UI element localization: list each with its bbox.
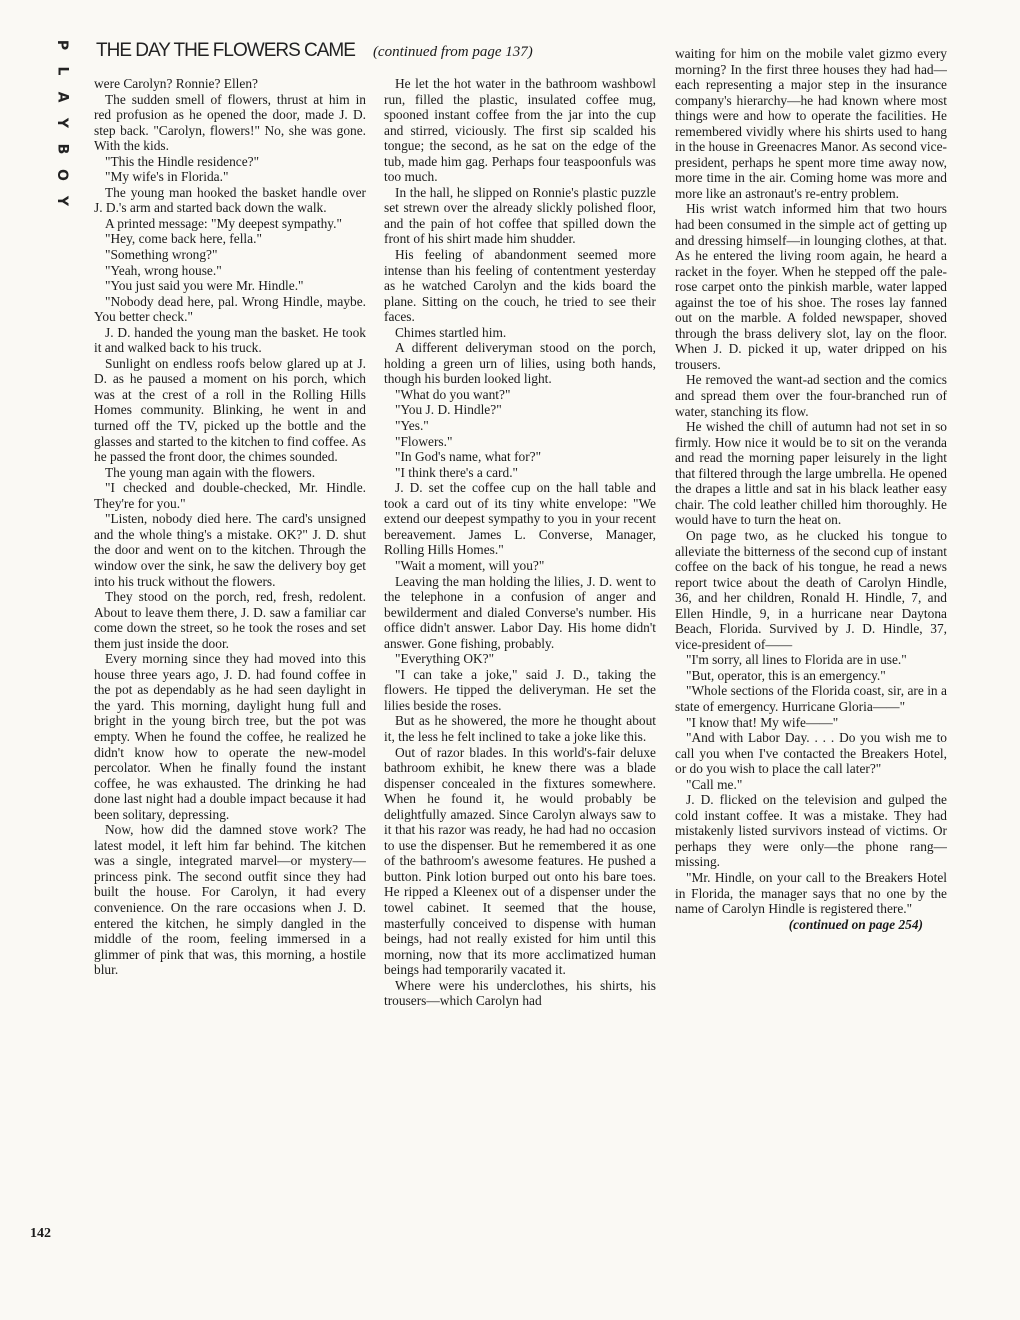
continued-on-note: (continued on page 254) [788,916,923,932]
paragraph: "Yes." [395,418,429,434]
paragraph: "And with Labor Day. . . . Do you wish me to call you when I've contacted the Breakers Hotel, or do you wish to place the call later?" [675,730,947,777]
paragraph: The young man hooked the basket handle over J. D.'s arm and started back down the walk. [94,184,366,216]
paragraph: "I checked and double-checked, Mr. Hindle. They're for you." [94,480,366,511]
sidebar-letter: B [53,143,70,155]
paragraph: "Listen, nobody died here. The card's unsigned and the whole thing's a mistake. OK?" J. D. shut the door and went on to the kitchen. Through the window over the sink, he saw the delivery boy get into his truck without the flowers. [94,511,366,589]
text-column-3 [675,46,947,1256]
sidebar-letter: Y [53,117,70,129]
paragraph: He let the hot water in the bathroom washbowl run, filled the plastic, insulated coffee mug, spooned instant coffee from the jar into the cup and stirred, viciously. The first sip scalded his tongue; the second, as he sat on the edge of the tub, made him gag. Perhaps four teaspoonfuls was too much. [384,76,656,185]
text-column-2 [384,76,656,1256]
article-title: THE DAY THE FLOWERS CAME [96,40,355,61]
paragraph: Leaving the man holding the lilies, J. D. went to the telephone in a confusion of anger and bewilderment and dialed Converse's number. His office didn't answer. Labor Day. His home didn't answer. Gone fishing, probably. [384,573,656,651]
paragraph: "I think there's a card." [395,464,519,480]
paragraph: "Hey, come back here, fella." [105,231,262,247]
paragraph: "I'm sorry, all lines to Florida are in use." [686,652,907,668]
paragraph: waiting for him on the mobile valet gizmo every morning? In the first three houses they had had—each representing a major step in the insurance company's hierarchy—he had known where most things were and how to operate the facilities. He remembered vividly where his shirts used to hang in the house in Greenacres Manor. As second vice-president, perhaps he spent more time away now, more time in the air. Coming home was more and more like an astronaut's re-entry problem. [675,46,947,201]
paragraph: "You just said you were Mr. Hindle." [105,278,304,294]
paragraph: "I know that! My wife——" [686,714,839,730]
page-number: 142 [30,1226,51,1241]
paragraph: Sunlight on endless roofs below glared up at J. D. as he paused a moment on his porch, which was at the crest of a roll in the Rolling Hills Homes community. Blinking, he went in and turned off the TV, picked up the bottle and the glasses and started to the kitchen to find coffee. As he passed the front door, the chimes sounded. [94,355,366,465]
paragraph: The sudden smell of flowers, thrust at him in red profusion as he opened the door, made J. D. step back. "Carolyn, flowers!" No, she was gone. With the kids. [94,91,366,154]
paragraph: "Something wrong?" [105,247,218,263]
sidebar-letter: L [53,66,70,76]
paragraph: "Whole sections of the Florida coast, sir, are in a state of emergency. Hurricane Gloria——" [675,683,947,714]
paragraph: They stood on the porch, red, fresh, redolent. About to leave them there, J. D. saw a familiar car come down the street, so he took the roses and set them just inside the door. [94,589,366,651]
paragraph: Chimes startled him. [395,324,507,340]
paragraph: "Mr. Hindle, on your call to the Breakers Hotel in Florida, the manager says that no one by the name of Carolyn Hindle is registered there." [675,869,947,917]
sidebar-letter: P [53,39,70,51]
paragraph: "What do you want?" [395,386,511,402]
paragraph: But as he showered, the more he thought about it, the less he felt inclined to take a joke like this. [384,713,656,744]
paragraph: "Everything OK?" [395,651,495,667]
paragraph: A printed message: "My deepest sympathy." [105,215,342,231]
article-header [96,40,656,62]
paragraph: "My wife's in Florida." [105,169,229,185]
paragraph: "This the Hindle residence?" [105,153,260,169]
continued-from-note: (continued from page 137) [372,44,533,60]
magazine-name-vertical [52,38,72,208]
paragraph: His feeling of abandonment seemed more intense than his feeling of contentment yesterday as he watched Carolyn and the kids board the plane. Sitting on the couch, he tried to see their faces. [384,247,656,325]
paragraph: "Flowers." [395,433,453,449]
paragraph: Where were his underclothes, his shirts, his trousers—which Carolyn had [384,977,656,1009]
sidebar-letter: Y [53,195,70,207]
paragraph: "Call me." [686,776,743,792]
paragraph: were Carolyn? Ronnie? Ellen? [94,76,258,91]
paragraph: "But, operator, this is an emergency." [686,667,886,683]
paragraph: "You J. D. Hindle?" [395,402,502,418]
paragraph: J. D. set the coffee cup on the hall table and took a card out of its tiny white envelope: "We extend our deepest sympathy to you in your recent bereavement. James L. Converse, Manager, Rolling Hills Homes." [384,480,656,558]
paragraph: A different deliveryman stood on the porch, holding a green urn of lilies, using both hands, though his burden looked light. [384,340,656,387]
paragraph: Out of razor blades. In this world's-fair deluxe bathroom exhibit, he knew there was a blade dispenser concealed in the fixtures somewhere. When he found it, he would probably be delightfully amazed. Since Carolyn always saw to it that his razor was ready, he had had no occasion to use the dispenser. But he remembered it as one of the bathroom's awesome features. He pushed a button. Pink lotion burped out onto his bare toes. He ripped a Kleenex out of a dispenser under the towel cabinet. It seemed that the house, masterfully conceived to dispense with human beings, had not really existed for him until this morning, now that its more acclimatized human beings had temporarily vacated it. [384,744,656,978]
paragraph: His wrist watch informed him that two hours had been consumed in the simple act of getting up and dressing himself—in lounging clothes, at that. As he entered the living room again, he heard a racket in the foyer. When he stepped off the pale-rose carpet onto the pinkish marble, water lapped against the toe of his shoe. The roses lay fanned out on the marble. A folded newspaper, shoved through the brass delivery slot, lay on the floor. When J. D. picked it up, water dripped on his trousers. [675,201,947,372]
paragraph: He removed the want-ad section and the comics and spread them over the four-branched run of water, stanching its flow. [675,372,947,419]
paragraph: Now, how did the damned stove work? The latest model, it left him far behind. The kitchen was a single, integrated marvel—or mystery—princess pink. The second outfit since they had built the house. For Carolyn, it had every convenience. On the rare occasions when J. D. entered the kitchen, he simply dangled in the middle of the room, feeling immersed in a glimmer of pink that was, this morning, a hostile blur. [94,822,366,978]
paragraph: He wished the chill of autumn had not set in so firmly. How nice it would be to sit on the veranda and read the morning paper leisurely in the light that filtered through the large umbrella. He opened the drapes a little and sat in his black leather easy chair. The cold leather chilled him thoroughly. He would have to turn the heat on. [675,419,947,528]
paragraph: J. D. flicked on the television and gulped the cold instant coffee. It was a mistake. They had mistakenly listed survivors instead of victims. Or perhaps they were only—the phone rang—missing. [675,792,947,870]
sidebar-letter: A [54,91,70,103]
paragraph: "Yeah, wrong house." [105,262,222,278]
paragraph: Every morning since they had moved into this house three years ago, J. D. had found coffee in the pot as dependably as he had seen daylight in the yard. This morning, daylight hung full and bright in the young birch tree, but the pot was empty. When he found the coffee, he realized he didn't know how to operate the new-model percolator. When he finally found the instant coffee, he was exhausted. The drinking he had done last night had a double impact because it had been solitary, depressing. [94,651,366,822]
text-column-1 [94,76,366,1256]
paragraph: "Nobody dead here, pal. Wrong Hindle, maybe. You better check." [94,293,366,325]
paragraph: In the hall, he slipped on Ronnie's plastic puzzle set strewn over the already slickly polished floor, and the pain of hot coffee that spilled down the front of his shirt made him shudder. [384,184,656,247]
paragraph: "In God's name, what for?" [395,449,542,465]
paragraph: On page two, as he clucked his tongue to alleviate the bitterness of the second cup of instant coffee on the back of his tongue, he read a news report twice about the death of Carolyn Hindle, 36, and her children, Ronald H. Hindle, 7, and Ellen Hindle, 9, in a hurricane near Daytona Beach, Florida. Survived by J. D. Hindle, 37, vice-president of—— [675,527,947,652]
sidebar-letter: O [54,169,70,181]
paragraph: "I can take a joke," said J. D., taking the flowers. He tipped the deliveryman. He set the lilies beside the roses. [384,666,656,713]
paragraph: "Wait a moment, will you?" [395,557,545,573]
paragraph: J. D. handed the young man the basket. He took it and walked back to his truck. [94,324,366,356]
paragraph: The young man again with the flowers. [105,464,316,480]
